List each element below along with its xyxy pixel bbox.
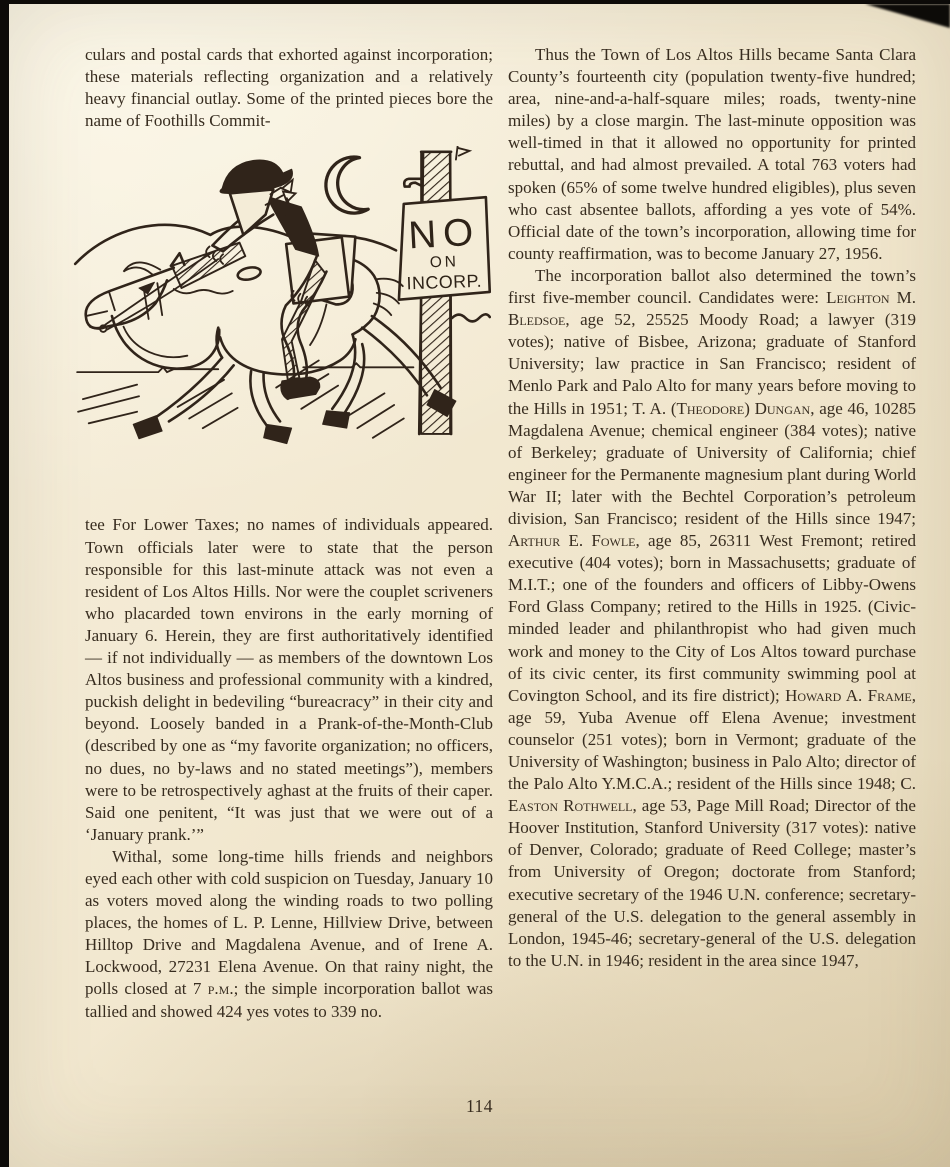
paper [9,4,950,1167]
two-column-text [85,44,916,1023]
paragraph: culars and postal cards that exhorted against incorporation; these materials reflecting organization and a relatively heavy financial outlay. Some of the printed pieces bore the name of Foothills Commit- [85,45,493,131]
paragraph: The incorporation ballot also determined the town’s first five-member council. Candidates were: Leighton M. Bledsoe, age 52, 25525 Moody Road; a lawyer (319 votes); native of Bisbee, Arizona; graduate of Stanford University; law practice in San Francisco; resident of Menlo Park and Palo Alto for many years before moving to the Hills in 1951; T. A. (Theodore) Dungan, age 46, 10285 Magdalena Avenue; chemical engineer (384 votes); native of Berkeley; graduate of University of California; chief engineer for the Permanente magnesium plant during World War II; later with the Bechtel Corporation’s petroleum division, San Francisco; resident of the Hills since 1947; Arthur E. Fowle, age 85, 26311 West Fremont; retired executive (404 votes); born in Massachusetts; graduate of M.I.T.; one of the founders and officers of Libby-Owens Ford Glass Company; retired to the Hills in 1925. (Civic-minded leader and philanthropist who had given much work and money to the City of Los Altos toward purchase of its civic center, its first community swimming pool at Covington School, and its fire district); Howard A. Frame, age 59, Yuba Avenue off Elena Avenue; investment counselor (251 votes); born in Vermont; graduate of the University of Washington; business in Palo Alto; director of the Palo Alto Y.M.C.A.; resident of the Hills since 1948; C. Easton Rothwell, age 53, Page Mill Road; Director of the Hoover Institution, Stanford University (317 votes): native of Denver, Colorado; graduate of Reed College; master’s from University of Oregon; doctorate from Stanford; executive secretary of the 1946 U.N. conference; secretary-general of the U.S. delegation to the general assembly in London, 1945-46; secretary-general of the U.S. delegation to the U.N. in 1946; resident in the area since 1947, [508,265,917,970]
left-column [85,44,493,1023]
crescent-moon [319,150,383,218]
sign-line-1: NO [407,211,481,258]
illustration-no-on-incorp [73,146,493,496]
paragraph: tee For Lower Taxes; no names of individuals appeared. Town officials later were to state that the person responsible for this last-minute attack was not even a resident of Los Altos Hills. Nor were the couplet scriveners who placarded town environs in the early morning of January 6. Herein, they are first authoritatively identified — if not individually — as members of the downtown Los Altos business and professional community with a kindred, puckish delight in bedeviling “bureacracy” in their city and beyond. Loosely banded in a Prank-of-the-Month-Club (described by one as “my favorite organization; no officers, no dues, no by-laws and no stated meetings”), members were to be retrospectively aghast at the fruits of their caper. Said one penitent, “It was just that we were out of a ‘January prank.’” [85,515,493,844]
paragraph: Thus the Town of Los Altos Hills became Santa Clara County’s fourteenth city (population twenty-five hundred; area, nine-and-a-half-square miles; roads, twenty-nine miles) by a close margin. The last-minute opposition was well-timed in that it allowed no opportunity for printed rebuttal, and had almost prevailed. A total 763 voters had spoken (65% of some twelve hundred eligibles), plus seven who cast absentee ballots, affording a yes vote of 54%. Official date of the town’s incorporation, allowing time for county reaffirmation, was to become January 27, 1956. [508,45,916,263]
no-on-incorp-sign [399,198,490,300]
page-corner-shadow [865,4,950,28]
sign-line-2: ON [429,253,460,272]
paragraph: Withal, some long-time hills friends and neighbors eyed each other with cold suspicion on Tuesday, January 10 as voters moved along the winding roads to two polling places, the homes of L. P. Lenne, Hillview Drive, between Hilltop Drive and Magdalena Avenue, and of Irene A. Lockwood, 27231 Elena Avenue. On that rainy night, the polls closed at 7 p.m.; the simple incorporation ballot was tallied and showed 424 yes votes to 339 no. [85,846,494,1021]
right-column [508,44,916,1023]
sign-line-3: INCORP. [406,271,483,294]
page-number: 114 [465,1096,494,1116]
night-rider-drawing [73,146,491,490]
